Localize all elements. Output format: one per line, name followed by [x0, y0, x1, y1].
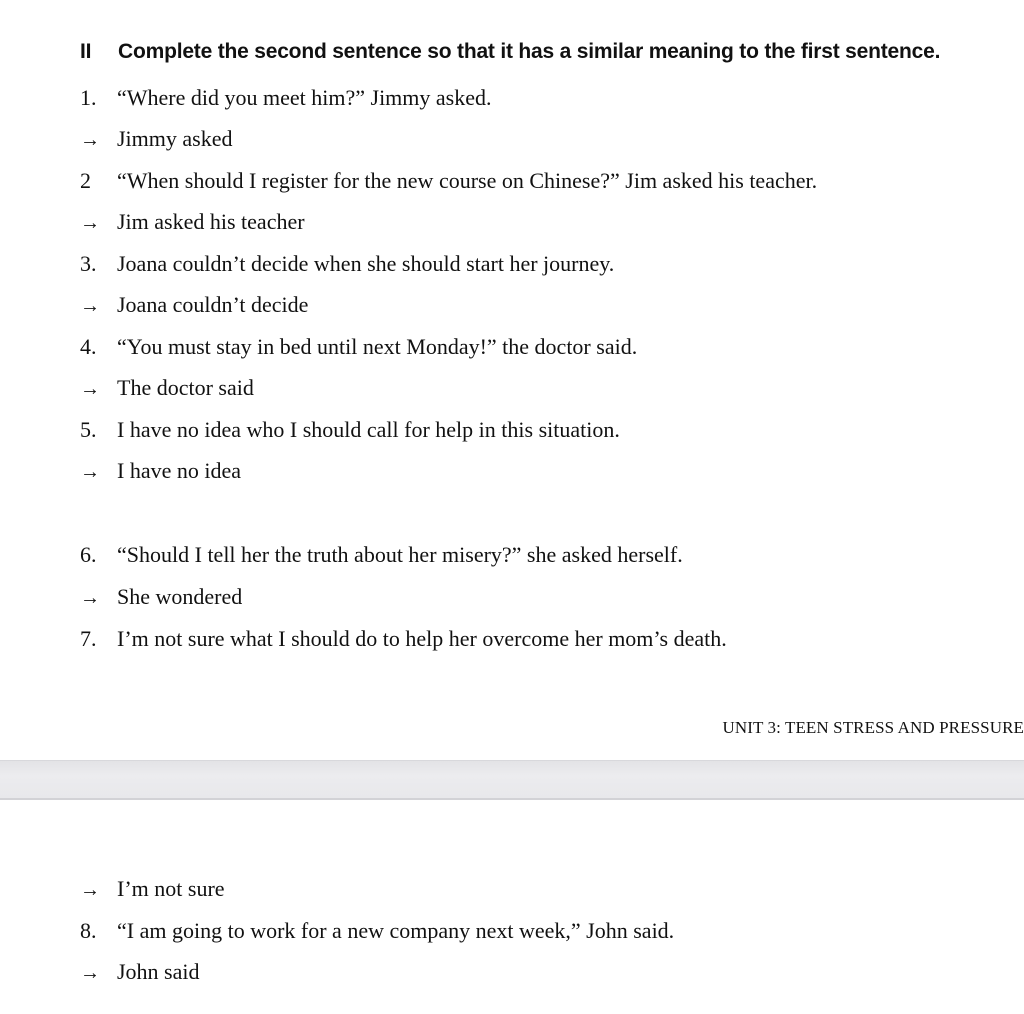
line-text: “When should I register for the new course on Chinese?” Jim asked his teacher. — [117, 168, 818, 193]
question-3 — [80, 250, 614, 278]
arrow-icon: → — [80, 879, 100, 901]
line-text: “Where did you meet him?” Jimmy asked. — [117, 85, 492, 110]
question-1 — [80, 84, 492, 112]
line-marker: 6. — [80, 542, 97, 567]
answer-6 — [80, 583, 242, 612]
line-marker: 5. — [80, 417, 97, 442]
arrow-icon: → — [80, 378, 100, 400]
line-marker: 4. — [80, 334, 97, 359]
question-8 — [80, 917, 674, 945]
line-text: “I am going to work for a new company next week,” John said. — [117, 918, 675, 943]
arrow-icon: → — [80, 212, 100, 234]
answer-2 — [80, 208, 305, 237]
question-6 — [80, 541, 683, 569]
answer-8 — [80, 958, 200, 987]
question-7 — [80, 625, 727, 653]
answer-5 — [80, 457, 241, 486]
line-text: Joana couldn’t decide when she should start her journey. — [117, 251, 615, 276]
question-5 — [80, 416, 620, 444]
arrow-icon: → — [80, 295, 100, 317]
line-text: I have no idea who I should call for help in this situation. — [117, 417, 620, 442]
arrow-icon: → — [80, 461, 100, 483]
line-text: Jim asked his teacher — [117, 209, 305, 234]
page-footer: UNIT 3: TEEN STRESS AND PRESSURE — [722, 718, 1024, 737]
line-text: I have no idea — [117, 458, 241, 483]
line-marker: 3. — [80, 251, 97, 276]
arrow-icon: → — [80, 587, 100, 609]
arrow-icon: → — [80, 129, 100, 151]
line-text: She wondered — [117, 584, 243, 609]
line-marker: 7. — [80, 626, 97, 651]
question-4 — [80, 333, 637, 361]
arrow-icon: → — [80, 962, 100, 984]
exercise-heading — [80, 40, 940, 64]
line-marker: 1. — [80, 85, 97, 110]
line-marker: 8. — [80, 918, 97, 943]
line-text: Jimmy asked — [117, 126, 233, 151]
line-text: The doctor said — [117, 375, 254, 400]
line-text: I’m not sure what I should do to help her overcome her mom’s death. — [117, 626, 727, 651]
question-2 — [80, 167, 817, 195]
line-text: I’m not sure — [117, 876, 225, 901]
exercise-number: II — [80, 40, 92, 63]
line-text: “You must stay in bed until next Monday!” the doctor said. — [117, 334, 638, 359]
answer-1 — [80, 125, 233, 154]
line-text: John said — [117, 959, 200, 984]
answer-7 — [80, 875, 225, 904]
answer-3 — [80, 291, 308, 320]
page-divider — [0, 760, 1024, 800]
line-text: “Should I tell her the truth about her misery?” she asked herself. — [117, 542, 683, 567]
exercise-instruction: Complete the second sentence so that it has a similar meaning to the first sentence. — [118, 40, 941, 63]
answer-4 — [80, 374, 254, 403]
line-text: Joana couldn’t decide — [117, 292, 309, 317]
line-marker: 2 — [80, 168, 91, 193]
